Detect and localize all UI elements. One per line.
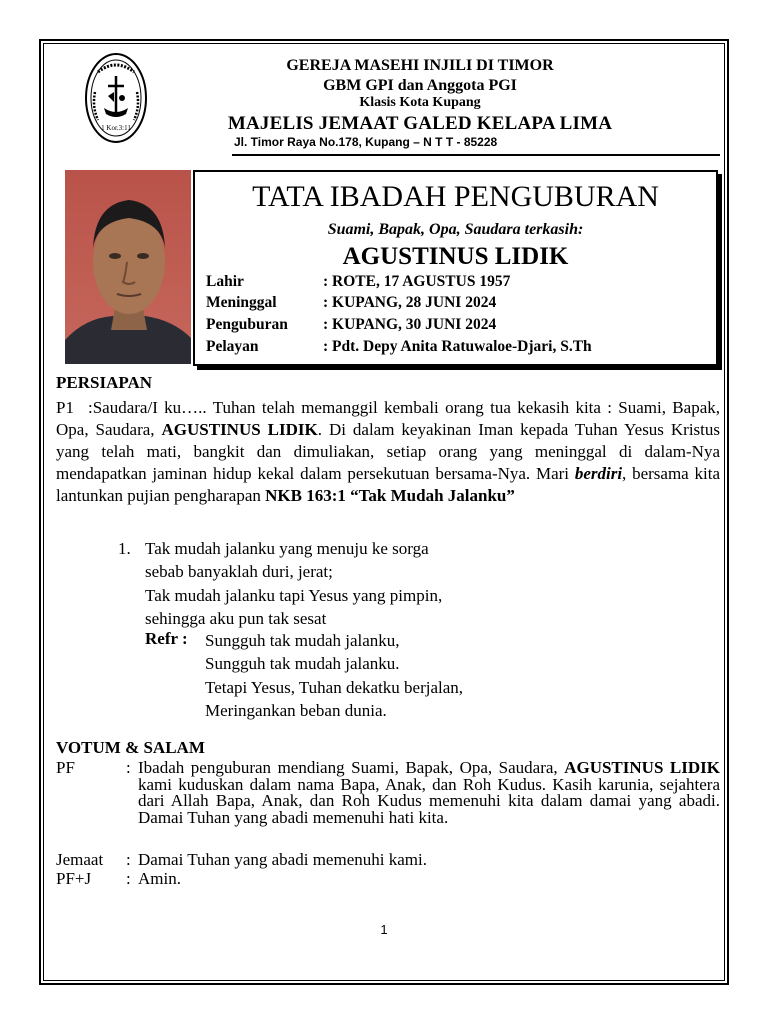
p1-paragraph	[56, 397, 720, 507]
deceased-name: AGUSTINUS LIDIK	[342, 243, 569, 270]
speaker-label: PF	[56, 758, 75, 777]
song-line: Tak mudah jalanku tapi Yesus yang pimpin,	[145, 585, 443, 605]
section-heading-votum: VOTUM & SALAM	[56, 738, 205, 757]
church-name: GEREJA MASEHI INJILI DI TIMOR	[286, 57, 554, 74]
detail-row-birth	[206, 274, 510, 290]
deceased-portrait	[65, 170, 191, 364]
seal-verse: 1 Kor.3:11	[101, 124, 131, 132]
congregation-name: MAJELIS JEMAAT GALED KELAPA LIMA	[227, 113, 613, 134]
deceased-relation: Suami, Bapak, Opa, Saudara terkasih:	[327, 221, 584, 238]
page-number: 1	[380, 922, 388, 937]
speaker-label: Jemaat	[56, 850, 104, 869]
votum-pf-text: Ibadah penguburan mendiang Suami, Bapak, Opa, Saudara, AGUSTINUS LIDIK kami kuduskan dalam nama Bapa, Anak, dan Roh Kudus. Kasih karunia, sejahtera dari Allah Bapa, Anak, dan Roh Kudus memenuhi kita dalam damai yang abadi. Damai Tuhan yang abadi memenuhi hati kita.	[138, 758, 720, 827]
song-verse-number: 1.	[118, 539, 131, 558]
refrain-line: Sungguh tak mudah jalanku,	[205, 631, 400, 650]
refrain-line: Meringankan beban dunia.	[205, 700, 387, 720]
section-heading-persiapan: PERSIAPAN	[56, 373, 153, 392]
p1-text: :Saudara/I ku….. Tuhan telah memanggil kembali orang tua kekasih kita : Suami, Bapak, Opa, Saudara,	[56, 398, 720, 439]
song-line: sebab banyaklah duri, jerat;	[145, 562, 333, 582]
detail-label: Pelayan	[206, 338, 259, 355]
detail-label: Penguburan	[206, 316, 288, 333]
church-seal-icon	[84, 52, 148, 144]
song-line: Tak mudah jalanku yang menuju ke sorga	[145, 539, 429, 558]
p1-label: P1	[56, 398, 74, 417]
votum-pfj-text: Amin.	[138, 869, 181, 888]
p1-song-reference: NKB 163:1 “Tak Mudah Jalanku”	[265, 486, 515, 505]
votum-jemaat-text: Damai Tuhan yang abadi memenuhi kami.	[138, 850, 427, 869]
detail-row-death	[206, 295, 496, 311]
header-divider	[232, 154, 720, 156]
detail-label: Meninggal	[206, 294, 277, 311]
church-address: Jl. Timor Raya No.178, Kupang – N T T - 85228	[234, 135, 498, 149]
detail-row-burial	[206, 317, 496, 333]
detail-value: : ROTE, 17 AGUSTUS 1957	[323, 273, 511, 290]
service-title: TATA IBADAH PENGUBURAN	[252, 180, 659, 213]
song-refrain	[205, 629, 463, 722]
p1-text: . Di dalam keyakinan Iman kepada Tuhan Yesus Kristus yang telah mati, bangkit dan dimuliakan, setiap orang yang meninggal di dalam-Nya mendapatkan jaminan hidup kekal dalam persekutuan bersama-Nya. Mari	[56, 420, 721, 483]
song-line: sehingga aku pun tak sesat	[145, 608, 327, 628]
detail-value: : Pdt. Depy Anita Ratuwaloe-Djari, S.Th	[323, 338, 592, 355]
classis-name: Klasis Kota Kupang	[359, 95, 481, 110]
song-verse	[145, 537, 442, 630]
votum-pfj-row: PF+J : Amin.	[56, 871, 720, 888]
detail-value: : KUPANG, 28 JUNI 2024	[323, 294, 497, 311]
refrain-line: Tetapi Yesus, Tuhan dekatku berjalan,	[205, 677, 464, 697]
church-affiliation: GBM GPI dan Anggota PGI	[323, 77, 517, 94]
refrain-line: Sungguh tak mudah jalanku.	[205, 654, 400, 674]
votum-pf-row: PF : Ibadah penguburan mendiang Suami, Bapak, Opa, Saudara, AGUSTINUS LIDIK kami kuduskan dalam nama Bapa, Anak, dan Roh Kudus. Kasih karunia, sejahtera dari Allah Bapa, Anak, dan Roh Kudus memenuhi kita dalam damai yang abadi. Damai Tuhan yang abadi memenuhi hati kita.	[56, 758, 720, 827]
service-title-box	[193, 170, 718, 366]
p1-text: , bersama kita lantunkan pujian pengharapan	[56, 464, 720, 505]
detail-value: : KUPANG, 30 JUNI 2024	[323, 316, 497, 333]
detail-row-minister	[206, 339, 592, 355]
p1-stand-instruction: berdiri	[574, 464, 623, 483]
votum-jemaat-row: Jemaat : Damai Tuhan yang abadi memenuhi kami.	[56, 852, 720, 869]
votum-deceased-name: AGUSTINUS LIDIK	[564, 758, 720, 777]
speaker-label: PF+J	[56, 869, 92, 888]
refrain-label: Refr :	[145, 629, 188, 648]
detail-label: Lahir	[206, 273, 244, 290]
p1-deceased-name: AGUSTINUS LIDIK	[161, 420, 318, 439]
